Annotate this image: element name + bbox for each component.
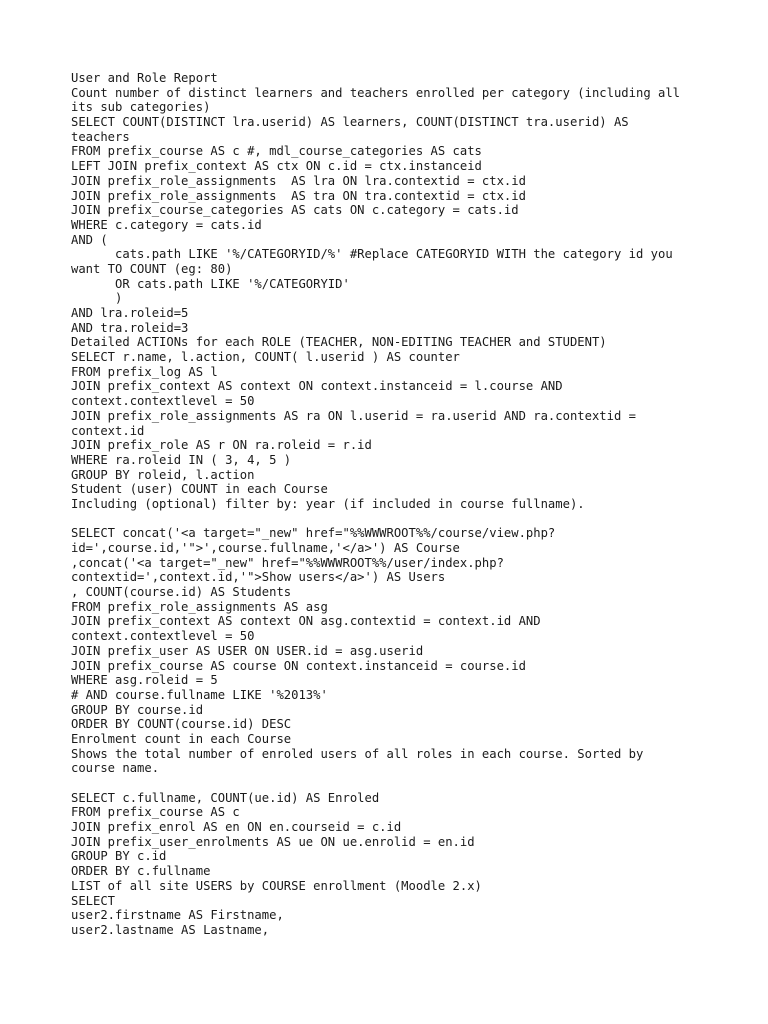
text-line <box>71 776 711 791</box>
text-line: JOIN prefix_course AS course ON context.instanceid = course.id <box>71 658 526 673</box>
text-line: context.id <box>71 423 145 438</box>
text-line <box>71 512 711 527</box>
text-line: SELECT r.name, l.action, COUNT( l.userid ) AS counter <box>71 350 460 365</box>
text-line: cats.path LIKE '%/CATEGORYID/%' #Replace CATEGORYID WITH the category id you <box>71 247 673 262</box>
text-line: FROM prefix_course AS c #, mdl_course_categories AS cats <box>71 144 482 159</box>
text-line: ,concat('<a target="_new" href="%%WWWROOT%%/user/index.php? <box>71 555 504 570</box>
text-line: SELECT <box>71 893 116 908</box>
text-line: Count number of distinct learners and teachers enrolled per category (including all <box>71 85 681 100</box>
text-line: user2.lastname AS Lastname, <box>71 922 270 937</box>
text-line: Detailed ACTIONs for each ROLE (TEACHER, NON-EDITING TEACHER and STUDENT) <box>71 335 607 350</box>
text-line: GROUP BY roleid, l.action <box>71 467 255 482</box>
text-line: context.contextlevel = 50 <box>71 629 255 644</box>
text-line: GROUP BY course.id <box>71 702 204 717</box>
text-line: JOIN prefix_role AS r ON ra.roleid = r.id <box>71 438 372 453</box>
text-line: SELECT COUNT(DISTINCT lra.userid) AS learners, COUNT(DISTINCT tra.userid) AS <box>71 115 629 130</box>
text-line: JOIN prefix_user_enrolments AS ue ON ue.enrolid = en.id <box>71 834 475 849</box>
text-line: GROUP BY c.id <box>71 849 167 864</box>
text-line: JOIN prefix_enrol AS en ON en.courseid = c.id <box>71 820 402 835</box>
text-line: course name. <box>71 761 160 776</box>
text-line: teachers <box>71 129 130 144</box>
text-line: AND ( <box>71 232 108 247</box>
document-page <box>71 71 711 938</box>
text-line: JOIN prefix_role_assignments AS lra ON lra.contextid = ctx.id <box>71 173 526 188</box>
text-line: Student (user) COUNT in each Course <box>71 482 328 497</box>
text-line: JOIN prefix_course_categories AS cats ON c.category = cats.id <box>71 203 519 218</box>
text-line: JOIN prefix_role_assignments AS ra ON l.userid = ra.userid AND ra.contextid = <box>71 408 636 423</box>
text-line: contextid=',context.id,'">Show users</a>') AS Users <box>71 570 446 585</box>
text-line: JOIN prefix_context AS context ON context.instanceid = l.course AND <box>71 379 563 394</box>
text-line: ORDER BY COUNT(course.id) DESC <box>71 717 292 732</box>
text-line: # AND course.fullname LIKE '%2013%' <box>71 687 328 702</box>
text-line: AND tra.roleid=3 <box>71 320 189 335</box>
text-line: want TO COUNT (eg: 80) <box>71 261 233 276</box>
text-line: SELECT concat('<a target="_new" href="%%WWWROOT%%/course/view.php? <box>71 526 556 541</box>
text-line: user2.firstname AS Firstname, <box>71 908 284 923</box>
text-line: FROM prefix_course AS c <box>71 805 240 820</box>
text-line: LEFT JOIN prefix_context AS ctx ON c.id = ctx.instanceid <box>71 159 482 174</box>
text-line: FROM prefix_log AS l <box>71 364 218 379</box>
text-line: context.contextlevel = 50 <box>71 394 255 409</box>
text-line: ORDER BY c.fullname <box>71 864 211 879</box>
text-line: User and Role Report <box>71 71 218 85</box>
text-line: its sub categories) <box>71 100 211 115</box>
text-line: Enrolment count in each Course <box>71 731 292 746</box>
text-line: LIST of all site USERS by COURSE enrollment (Moodle 2.x) <box>71 878 482 893</box>
text-line: JOIN prefix_role_assignments AS tra ON tra.contextid = ctx.id <box>71 188 526 203</box>
text-line: , COUNT(course.id) AS Students <box>71 585 292 600</box>
text-line: WHERE asg.roleid = 5 <box>71 673 218 688</box>
text-line: ) <box>71 291 123 306</box>
text-line: OR cats.path LIKE '%/CATEGORYID' <box>71 276 350 291</box>
text-line: FROM prefix_role_assignments AS asg <box>71 599 328 614</box>
text-line: JOIN prefix_user AS USER ON USER.id = asg.userid <box>71 643 424 658</box>
text-line: Shows the total number of enroled users of all roles in each course. Sorted by <box>71 746 644 761</box>
text-line: SELECT c.fullname, COUNT(ue.id) AS Enroled <box>71 790 380 805</box>
text-line: WHERE ra.roleid IN ( 3, 4, 5 ) <box>71 452 292 467</box>
text-line: Including (optional) filter by: year (if included in course fullname). <box>71 496 585 511</box>
text-line: JOIN prefix_context AS context ON asg.contextid = context.id AND <box>71 614 541 629</box>
text-line: AND lra.roleid=5 <box>71 306 189 320</box>
text-line: id=',course.id,'">',course.fullname,'</a>') AS Course <box>71 541 460 555</box>
text-line: WHERE c.category = cats.id <box>71 217 262 232</box>
